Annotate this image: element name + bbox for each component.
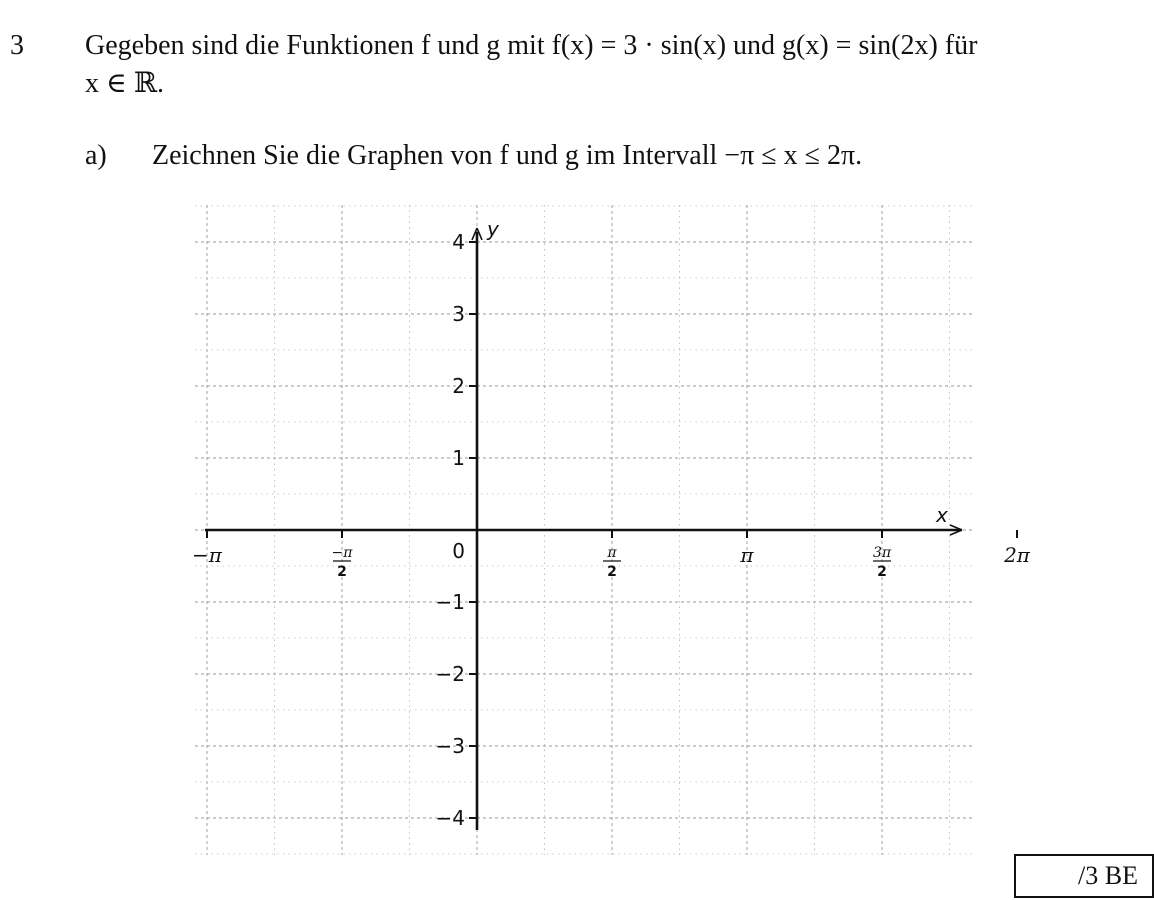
x-tick-label: −π [192, 543, 222, 567]
fraction-numerator: π [607, 545, 617, 561]
task-intro-line-2: x ∈ ℝ. [85, 68, 164, 99]
x-tick-label: 2π [1004, 543, 1030, 567]
y-tick-label: 1 [452, 446, 465, 470]
origin-label: 0 [452, 539, 465, 563]
x-axis-label: x [936, 503, 948, 527]
fraction-denominator: 2 [607, 564, 617, 580]
tick-labels [192, 217, 1031, 830]
subtask-label: a) [85, 140, 107, 171]
x-tick-fraction-label [873, 545, 892, 580]
fraction-denominator: 2 [337, 564, 347, 580]
fraction-denominator: 2 [877, 564, 887, 580]
x-tick-fraction-label [603, 545, 621, 580]
axes [205, 228, 962, 830]
y-tick-label: 2 [452, 374, 465, 398]
x-tick-fraction-label [332, 545, 354, 580]
score-box [1014, 854, 1154, 898]
y-tick-label: −2 [435, 662, 465, 686]
task-intro-line-1: Gegeben sind die Funktionen f und g mit f(x) = 3 · sin(x) und g(x) = sin(2x) für [85, 30, 978, 61]
fraction-numerator: 3π [872, 545, 892, 561]
fraction-numerator: −π [331, 545, 353, 561]
y-tick-label: 3 [452, 302, 465, 326]
y-axis-label: y [487, 217, 499, 241]
score-text: /3 BE [1078, 861, 1138, 890]
y-tick-label: −4 [435, 806, 465, 830]
x-tick-label: π [740, 543, 754, 567]
task-number: 3 [10, 30, 24, 61]
y-tick-label: −3 [435, 734, 465, 758]
y-tick-label: −1 [435, 590, 465, 614]
subtask-instruction: Zeichnen Sie die Graphen von f und g im Intervall −π ≤ x ≤ 2π. [152, 140, 863, 171]
y-tick-label: 4 [452, 230, 465, 254]
